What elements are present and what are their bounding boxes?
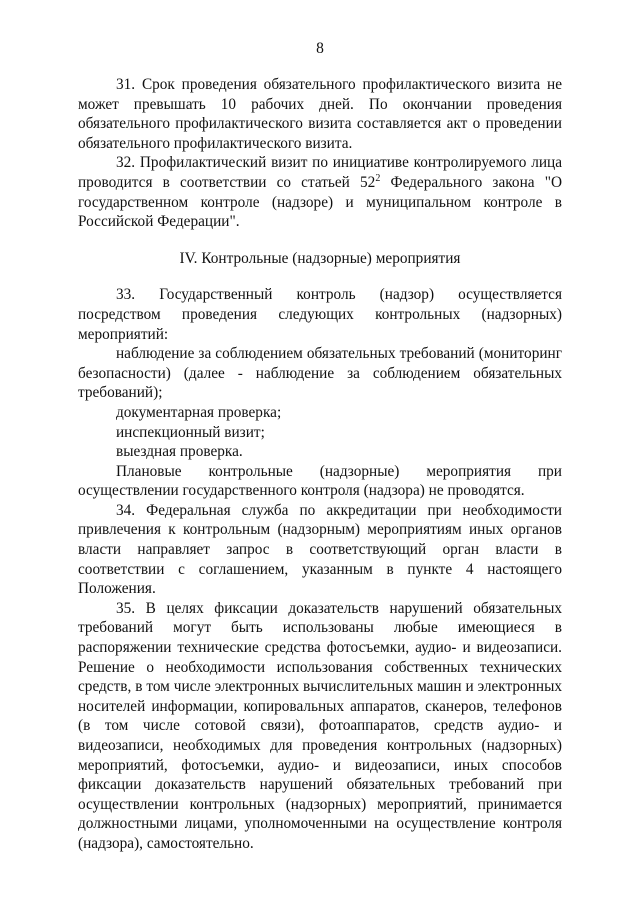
paragraph-32 xyxy=(78,153,562,231)
paragraph-32-text-a: 32. Профилактический визит по инициативе контролируемого лица проводится в соответствии со статьей 52 xyxy=(78,154,562,191)
list-item-inspection: инспекционный визит; xyxy=(116,423,265,441)
paragraph-33: 33. Государственный контроль (надзор) осуществляется посредством проведения следующих контрольных (надзорных) мероприятий: xyxy=(78,286,562,343)
paragraph-33-note: Плановые контрольные (надзорные) мероприятия при осуществлении государственного контроля (надзора) не проводятся. xyxy=(78,462,562,500)
page-number: 8 xyxy=(316,40,324,57)
section-heading: IV. Контрольные (надзорные) мероприятия xyxy=(179,249,461,267)
list-item-onsite: выездная проверка. xyxy=(116,443,243,461)
paragraph-32-text-b: Федерального закона "О государственном контроле (надзоре) и муниципальном контроле в Российской Федерации". xyxy=(78,173,562,231)
paragraph-34: 34. Федеральная служба по аккредитации при необходимости привлечения к контрольным (надзорным) мероприятиям иных органов власти направляет запрос в соответствующий орган власти в соответствии с соглашением, указанным в пункте 4 настоящего Положения. xyxy=(78,501,562,598)
document-body xyxy=(78,75,562,854)
paragraph-35: 35. В целях фиксации доказательств нарушений обязательных требований могут быть использованы любые имеющиеся в распоряжении технические средства фотосъемки, аудио- и видеозаписи. Решение о необходимости использования собственных технических средств, в том числе электронных вычислительных машин и электронных носителей информации, копировальных аппаратов, сканеров, телефонов (в том числе сотовой связи), фотоаппаратов, средств аудио- и видеозаписи, необходимых для проведения контрольных (надзорных) мероприятий, фотосъемки, аудио- и видеозаписи, иных способов фиксации доказательств нарушений обязательных требований при осуществлении контрольных (надзорных) мероприятий, принимается должностными лицами, уполномоченными на осуществление контроля (надзора), самостоятельно. xyxy=(78,599,562,852)
list-item-monitoring: наблюдение за соблюдением обязательных требований (мониторинг безопасности) (далее - наблюдение за соблюдением обязательных требований); xyxy=(78,345,562,402)
footnote-superscript: 2 xyxy=(375,172,381,184)
list-item-documentary: документарная проверка; xyxy=(116,403,282,421)
paragraph-31: 31. Срок проведения обязательного профилактического визита не может превышать 10 рабочих дней. По окончании проведения обязательного профилактического визита составляется акт о проведении обязательного профилактического визита. xyxy=(78,76,562,152)
